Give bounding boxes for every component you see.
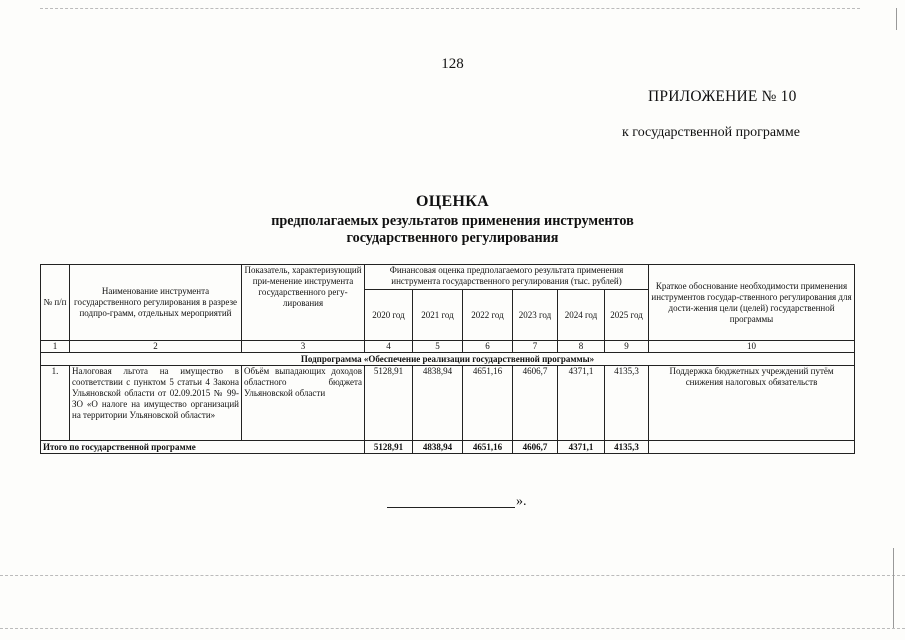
total-row — [41, 441, 855, 454]
assessment-table — [40, 264, 855, 454]
total-value-2024: 4371,1 — [558, 441, 605, 454]
row-value-2023: 4606,7 — [513, 366, 558, 441]
subprogram-title: Подпрограмма «Обеспечение реализации государственной программы» — [41, 353, 855, 366]
total-value-2020: 5128,91 — [365, 441, 413, 454]
subprogram-row — [41, 353, 855, 366]
header-year: 2022 год — [463, 290, 513, 341]
header-indicator: Показатель, характеризующий при-менение инструмента государственного регу-лирования — [242, 265, 365, 341]
column-number: 2 — [70, 341, 242, 353]
column-number: 9 — [605, 341, 649, 353]
total-justification-empty — [649, 441, 855, 454]
header-year: 2023 год — [513, 290, 558, 341]
column-number: 6 — [463, 341, 513, 353]
appendix-label: ПРИЛОЖЕНИЕ № 10 — [648, 88, 797, 105]
column-number: 7 — [513, 341, 558, 353]
scan-edge-mark-right — [893, 548, 894, 628]
row-instrument: Налоговая льгота на имущество в соответствии с пунктом 5 статьи 4 Закона Ульяновской области от 02.09.2015 № 99-ЗО «О налоге на имущество организаций на территории Ульяновской области» — [70, 366, 242, 441]
header-justification: Краткое обоснование необходимости применения инструментов государ-ственного регулирования для дости-жения цели (целей) государственной программы — [649, 265, 855, 341]
total-value-2022: 4651,16 — [463, 441, 513, 454]
scan-edge-mark — [896, 8, 897, 30]
header-year: 2025 год — [605, 290, 649, 341]
column-number: 8 — [558, 341, 605, 353]
header-financial: Финансовая оценка предполагаемого результата применения инструмента государственного регулирования (тыс. рублей) — [365, 265, 649, 290]
document-heading-line2: государственного регулирования — [346, 230, 559, 246]
header-number: № п/п — [41, 265, 70, 341]
total-label: Итого по государственной программе — [41, 441, 365, 454]
table-row — [41, 366, 855, 441]
document-title: ОЦЕНКА — [416, 193, 489, 210]
row-value-2020: 5128,91 — [365, 366, 413, 441]
column-number: 1 — [41, 341, 70, 353]
total-value-2023: 4606,7 — [513, 441, 558, 454]
row-value-2025: 4135,3 — [605, 366, 649, 441]
document-heading-line1: предполагаемых результатов применения инструментов — [271, 213, 634, 229]
header-year: 2020 год — [365, 290, 413, 341]
total-value-2025: 4135,3 — [605, 441, 649, 454]
closing-quote: ». — [516, 494, 527, 509]
row-indicator: Объём выпадающих доходов областного бюджета Ульяновской области — [242, 366, 365, 441]
column-number: 4 — [365, 341, 413, 353]
scan-artifact-footer — [0, 628, 905, 629]
appendix-subtitle: к государственной программе — [622, 125, 800, 140]
column-number: 3 — [242, 341, 365, 353]
row-value-2022: 4651,16 — [463, 366, 513, 441]
column-number: 10 — [649, 341, 855, 353]
row-number: 1. — [41, 366, 70, 441]
row-justification: Поддержка бюджетных учреждений путём снижения налоговых обязательств — [649, 366, 855, 441]
total-value-2021: 4838,94 — [413, 441, 463, 454]
page-number: 128 — [441, 56, 464, 72]
column-number: 5 — [413, 341, 463, 353]
row-value-2024: 4371,1 — [558, 366, 605, 441]
header-year: 2021 год — [413, 290, 463, 341]
header-year: 2024 год — [558, 290, 605, 341]
table-header-row-1 — [41, 265, 855, 290]
scan-artifact-bottom — [0, 575, 905, 576]
column-number-row — [41, 341, 855, 353]
row-value-2021: 4838,94 — [413, 366, 463, 441]
scan-artifact-top — [40, 8, 860, 9]
document-heading — [0, 213, 905, 247]
header-instrument: Наименование инструмента государственного регулирования в разрезе подпро-грамм, отдельных мероприятий — [70, 265, 242, 341]
closing-underline — [387, 507, 515, 508]
